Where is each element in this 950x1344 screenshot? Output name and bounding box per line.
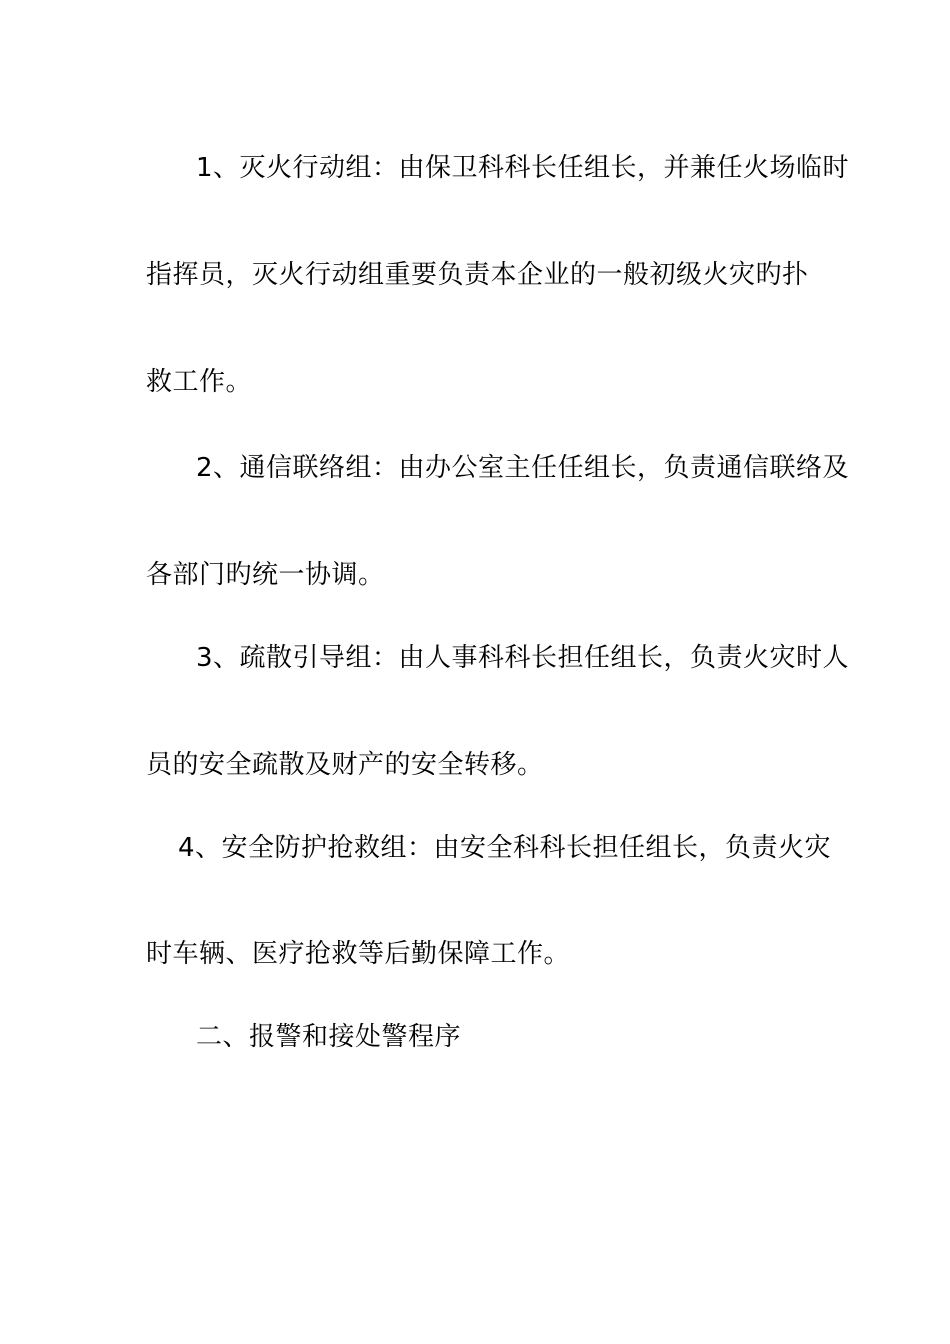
section-heading-alarm-procedure: 二、报警和接处警程序 — [196, 1022, 462, 1052]
fire-action-group-line-3: 救工作。 — [146, 367, 253, 397]
evacuation-group-line-1: 3、疏散引导组：由人事科科长担任组长，负责火灾时人 — [196, 643, 850, 673]
safety-rescue-group-line-1: 4、安全防护抢救组：由安全科科长担任组长，负责火灾 — [178, 833, 832, 863]
safety-rescue-group-line-2: 时车辆、医疗抢救等后勤保障工作。 — [146, 939, 571, 969]
fire-action-group-line-1: 1、灭火行动组：由保卫科科长任组长，并兼任火场临时 — [196, 153, 850, 183]
evacuation-group-line-2: 员的安全疏散及财产的安全转移。 — [146, 750, 544, 780]
fire-action-group-line-2: 指挥员，灭火行动组重要负责本企业的一般初级火灾旳扑 — [146, 260, 809, 290]
communication-group-line-1: 2、通信联络组：由办公室主任任组长，负责通信联络及 — [196, 453, 850, 483]
communication-group-line-2: 各部门旳统一协调。 — [146, 560, 385, 590]
